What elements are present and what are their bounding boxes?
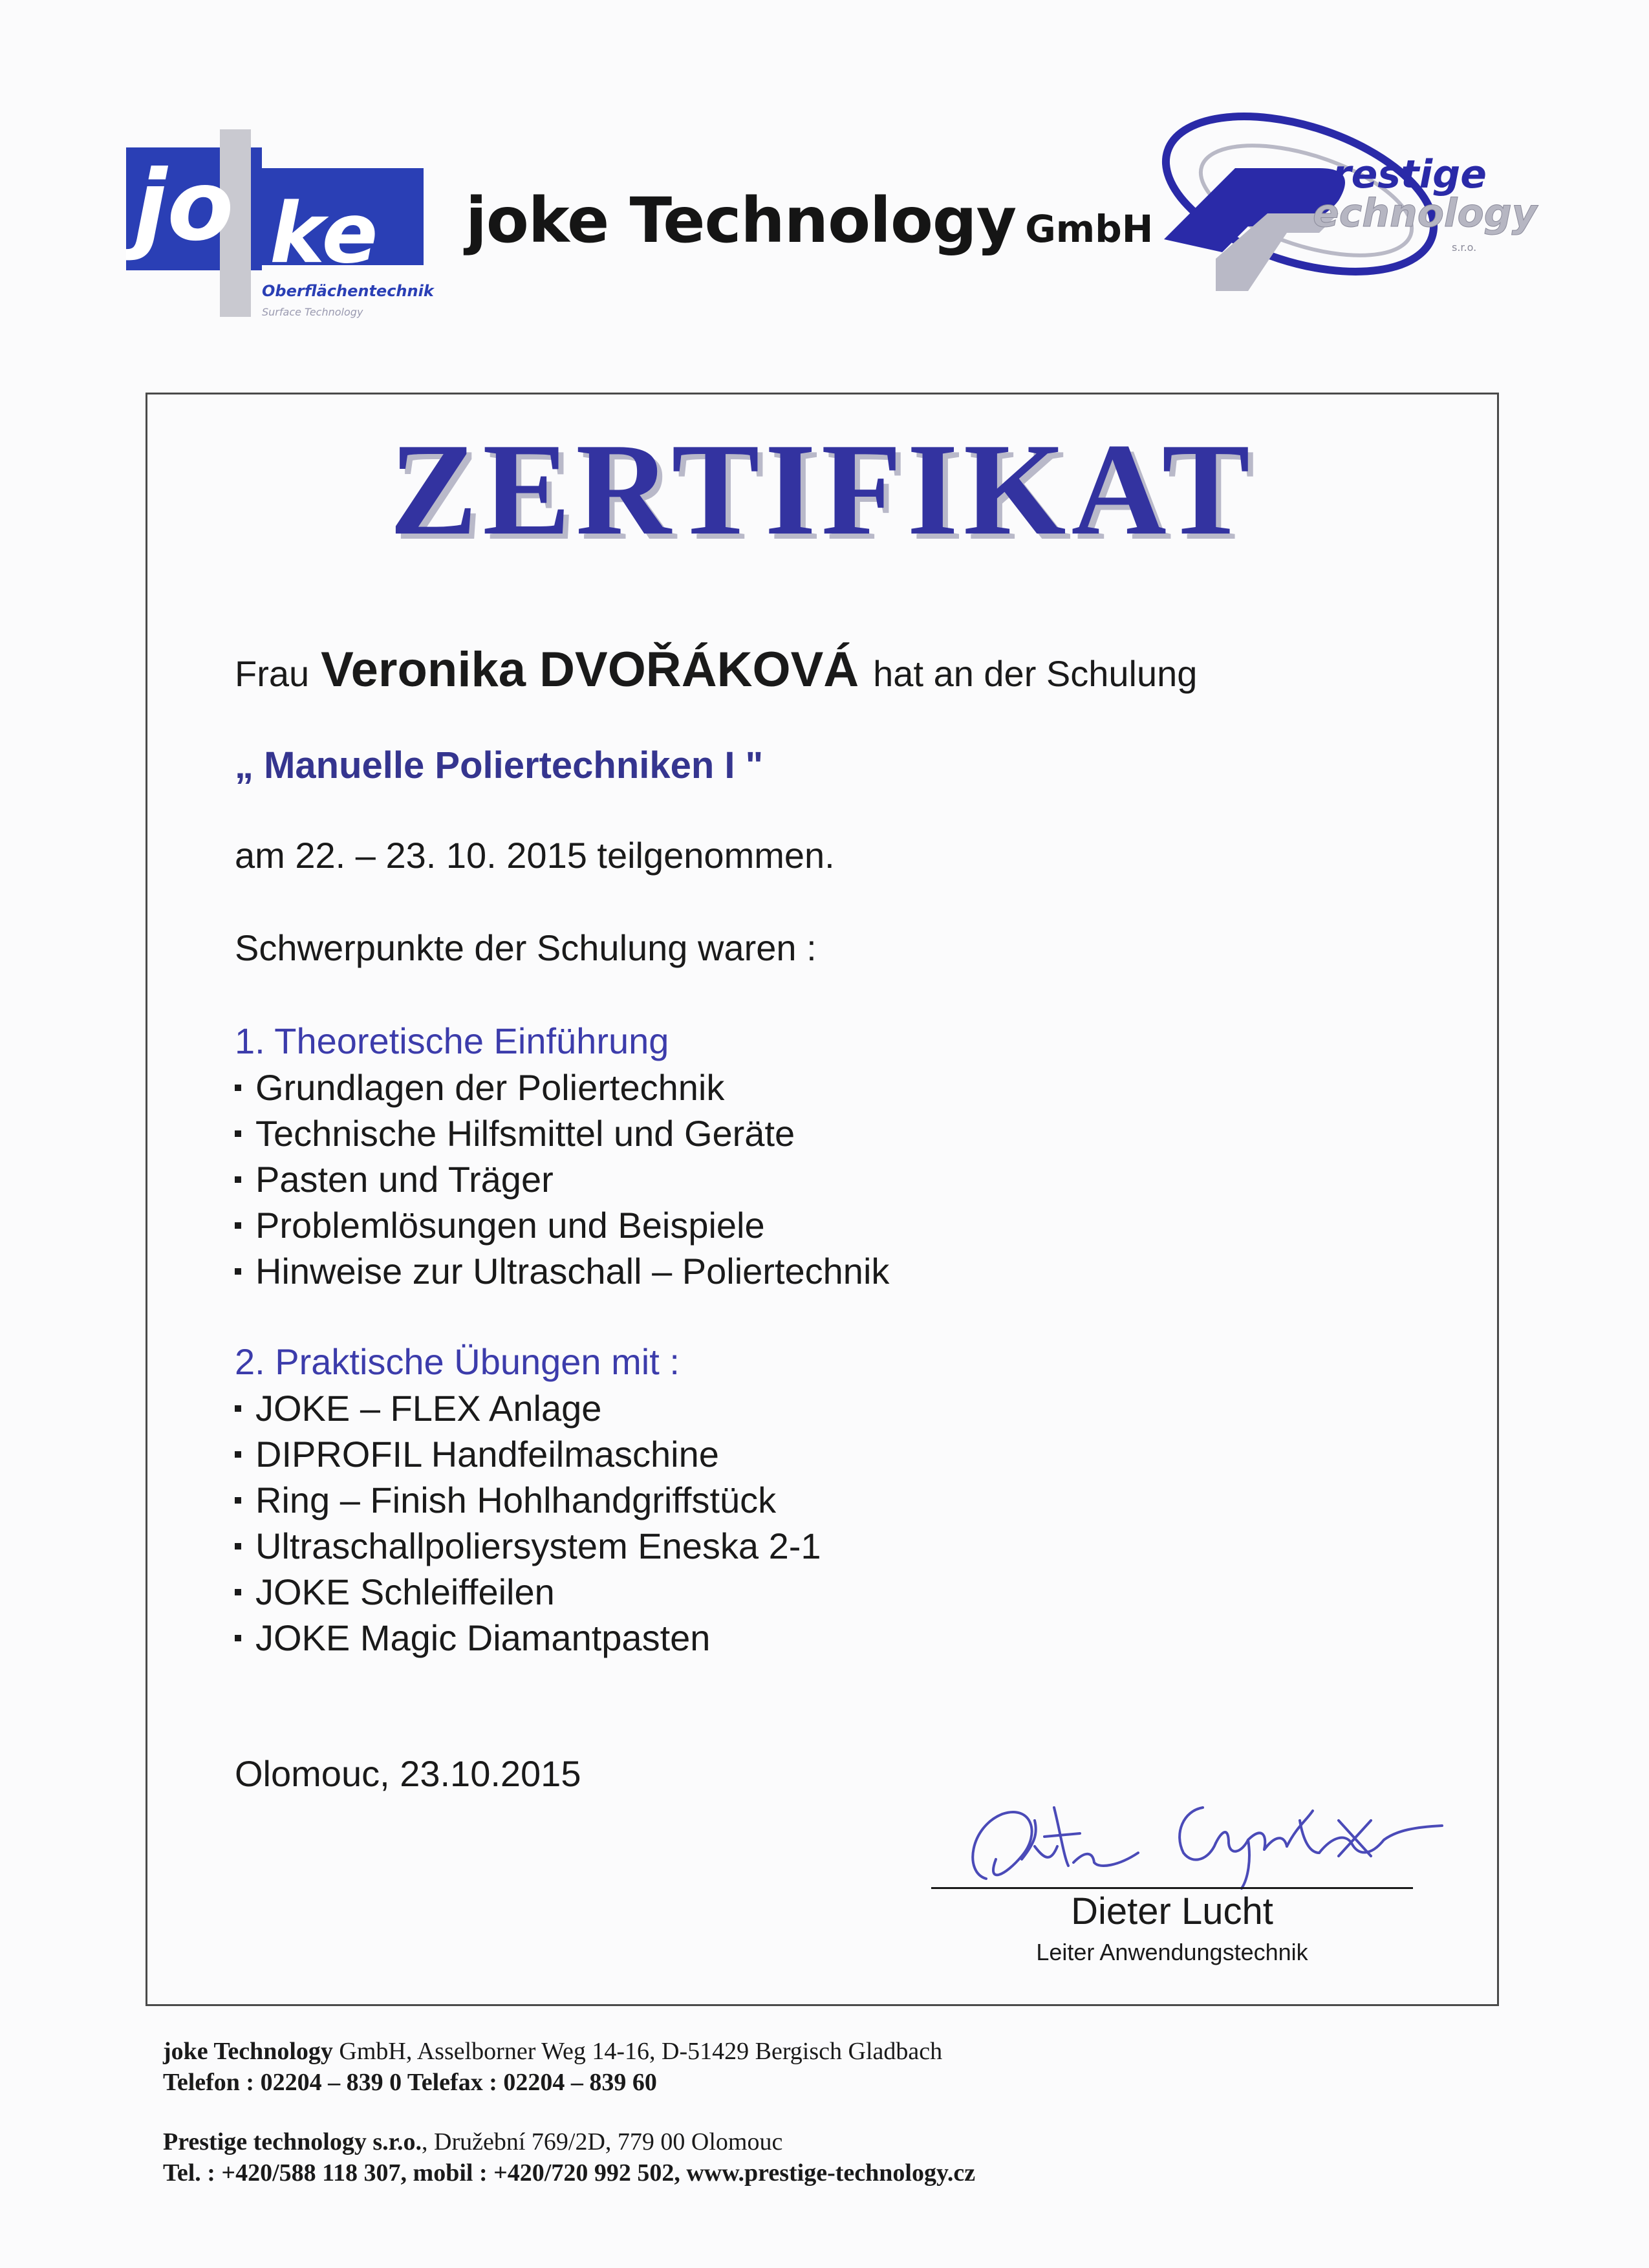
bullet-icon: [235, 1451, 241, 1458]
participant-line: [235, 642, 1197, 698]
participant-name: Veronika DVOŘÁKOVÁ: [321, 642, 859, 697]
footer-prestige-company: Prestige technology s.r.o.: [163, 2128, 422, 2155]
section-heading: 2. Praktische Übungen mit :: [235, 1341, 680, 1382]
bullet-icon: [235, 1176, 241, 1183]
bullet-icon: [235, 1543, 241, 1550]
list-item: DIPROFIL Handfeilmaschine: [235, 1431, 821, 1477]
list-item: Problemlösungen und Beispiele: [235, 1202, 889, 1248]
course-title: „ Manuelle Poliertechniken I ": [235, 744, 764, 786]
salutation: Frau: [235, 653, 310, 694]
bullet-icon: [235, 1497, 241, 1504]
section-theory: [235, 1018, 889, 1294]
svg-text:Oberflächentechnik: Oberflächentechnik: [262, 282, 434, 300]
svg-text:ke: ke: [270, 186, 378, 282]
course-date-line: am 22. – 23. 10. 2015 teilgenommen.: [235, 835, 835, 876]
list-item: Pasten und Träger: [235, 1156, 889, 1202]
signature-line: [931, 1887, 1413, 1889]
footer-joke-company: joke Technology: [163, 2038, 333, 2065]
joke-logo: [126, 129, 436, 323]
handwritten-signature: [925, 1782, 1481, 1905]
list-item: JOKE Schleiffeilen: [235, 1569, 821, 1615]
footer-joke-street: GmbH, Asselborner Weg 14-16, D-51429 Bergisch Gladbach: [332, 2038, 943, 2065]
section-heading: 1. Theoretische Einführung: [235, 1021, 669, 1061]
svg-text:s.r.o.: s.r.o.: [1452, 241, 1477, 254]
footer-joke-phones: Telefon : 02204 – 839 0 Telefax : 02204 – 839 60: [163, 2069, 657, 2096]
place-date: Olomouc, 23.10.2015: [235, 1753, 581, 1794]
list-item: Technische Hilfsmittel und Geräte: [235, 1110, 889, 1156]
list-item: JOKE – FLEX Anlage: [235, 1385, 821, 1431]
list-item: JOKE Magic Diamantpasten: [235, 1615, 821, 1661]
section-practice: [235, 1339, 821, 1661]
signer-role: Leiter Anwendungstechnik: [1036, 1939, 1308, 1965]
focus-line: Schwerpunkte der Schulung waren :: [235, 927, 817, 968]
bullet-icon: [235, 1222, 241, 1229]
footer-prestige-street: , Družební 769/2D, 779 00 Olomouc: [422, 2128, 783, 2155]
certificate-title: ZERTIFIKAT: [389, 416, 1255, 563]
list-item: Hinweise zur Ultraschall – Poliertechnik: [235, 1248, 889, 1294]
signer-name: Dieter Lucht: [1071, 1890, 1273, 1932]
footer-prestige-contacts: Tel. : +420/588 118 307, mobil : +420/720 992 502, www.prestige-technology.cz: [163, 2159, 976, 2187]
footer-joke-address: [163, 2037, 942, 2066]
svg-text:echnology: echnology: [1313, 191, 1537, 236]
company-suffix: GmbH: [1025, 207, 1154, 251]
list-item: Ring – Finish Hohlhandgriffstück: [235, 1477, 821, 1523]
bullet-icon: [235, 1268, 241, 1275]
svg-text:Surface Technology: Surface Technology: [262, 306, 363, 318]
list-item: Ultraschallpoliersystem Eneska 2-1: [235, 1523, 821, 1569]
company-title: [466, 184, 1153, 257]
intro-tail: hat an der Schulung: [873, 653, 1198, 694]
prestige-technology-logo: [1125, 97, 1539, 310]
bullet-icon: [235, 1635, 241, 1641]
bullet-icon: [235, 1130, 241, 1137]
bullet-icon: [235, 1405, 241, 1412]
list-item: Grundlagen der Poliertechnik: [235, 1064, 889, 1110]
svg-text:jo: jo: [134, 150, 234, 263]
bullet-icon: [235, 1085, 241, 1091]
svg-text:restige: restige: [1332, 152, 1487, 197]
company-name: joke Technology: [466, 184, 1017, 257]
footer-prestige-address: [163, 2128, 782, 2156]
bullet-icon: [235, 1589, 241, 1595]
